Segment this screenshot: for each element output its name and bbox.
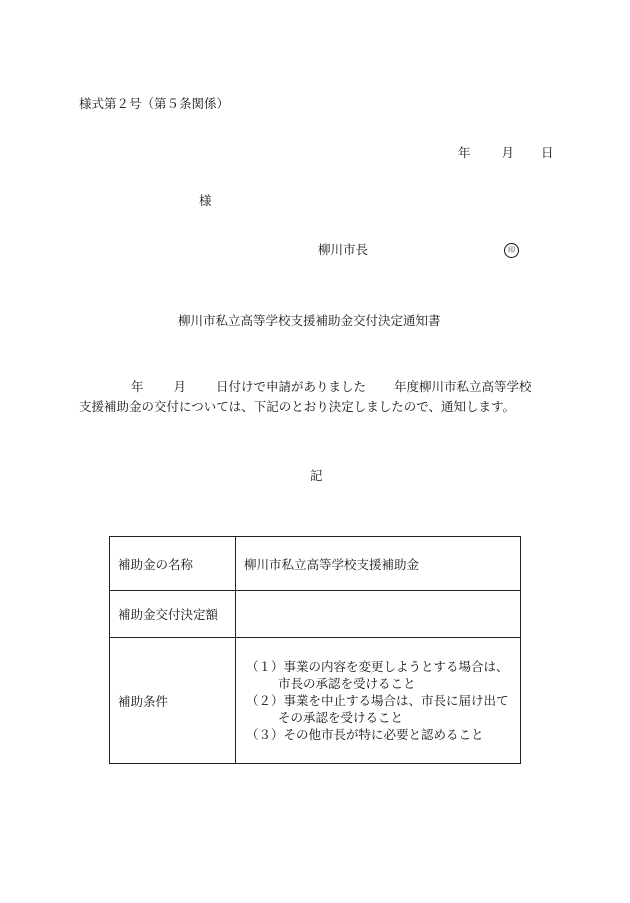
row-label-decided-amount: 補助金交付決定額 <box>110 591 236 638</box>
date-month-label: 月 <box>501 145 515 160</box>
body-paragraph-line1 <box>131 381 532 394</box>
table-row <box>110 638 521 764</box>
record-mark: 記 <box>310 468 323 483</box>
date-year-label: 年 <box>458 145 471 160</box>
condition-3-line1: （３）その他市長が特に必要と認めること <box>246 727 484 742</box>
condition-2-line2: その承認を受けること <box>278 710 404 725</box>
condition-1-line1: （１）事業の内容を変更しようとする場合は、 <box>246 659 509 674</box>
row-value-decided-amount <box>236 591 521 638</box>
body-tail-text: 年度柳川市私立高等学校 <box>394 379 532 394</box>
date-day-label: 日 <box>541 145 554 160</box>
details-table <box>109 536 521 764</box>
condition-3 <box>246 726 520 743</box>
condition-1-line2: 市長の承認を受けること <box>278 676 416 691</box>
sender-title: 柳川市長 <box>318 242 369 257</box>
seal-mark: 印 <box>504 243 519 258</box>
condition-1 <box>246 658 520 692</box>
row-value-subsidy-name: 柳川市私立高等学校支援補助金 <box>236 537 521 591</box>
row-label-subsidy-name: 補助金の名称 <box>110 537 236 591</box>
table-row <box>110 537 521 591</box>
body-mid-text: 日付けで申請がありました <box>216 379 367 394</box>
table-row <box>110 591 521 638</box>
row-label-conditions: 補助条件 <box>110 638 236 764</box>
document-title: 柳川市私立高等学校支援補助金交付決定通知書 <box>178 313 441 328</box>
body-month-label: 月 <box>173 379 187 394</box>
addressee-honorific: 様 <box>199 193 212 208</box>
row-value-conditions <box>236 638 521 764</box>
body-paragraph-line2: 支援補助金の交付については、下記のとおり決定しましたので、通知します。 <box>79 399 516 414</box>
condition-2 <box>246 692 520 726</box>
body-year-label: 年 <box>131 379 144 394</box>
condition-2-line1: （２）事業を中止する場合は、市長に届け出て <box>246 693 509 708</box>
form-number: 様式第２号（第５条関係） <box>79 96 230 111</box>
date-line <box>458 147 554 160</box>
